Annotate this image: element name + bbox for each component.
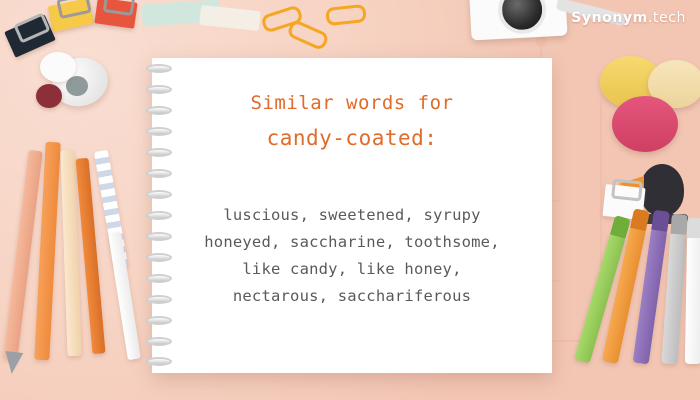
synonym-list — [178, 202, 526, 310]
marker-white-cap — [687, 218, 700, 238]
notebook-page — [152, 58, 552, 373]
stone-white — [40, 52, 76, 82]
marker-grey-cap — [670, 214, 687, 235]
spiral-binding — [146, 58, 172, 373]
binder-clip-white-handle — [611, 178, 643, 201]
page-title-line2: candy-coated: — [266, 126, 438, 150]
page-title-line1: Similar words for — [250, 92, 454, 114]
site-logo-primary: Synonym — [571, 10, 648, 26]
marker-purple-cap — [651, 210, 670, 232]
binder-clip-maroon — [36, 84, 62, 108]
synonym-line: like candy, like honey, — [242, 260, 462, 278]
pencil-tip-grey — [3, 351, 24, 375]
synonym-line: nectarous, sacchariferous — [232, 287, 472, 305]
camera — [468, 0, 567, 40]
macaron-pink — [612, 96, 678, 152]
synonym-line: luscious, sweetened, syrupy — [223, 206, 481, 224]
toucan-figurine — [640, 164, 684, 216]
site-logo[interactable] — [571, 10, 686, 26]
stone-clip-dot — [66, 76, 88, 96]
site-logo-secondary: .tech — [647, 10, 686, 26]
marker-white — [685, 236, 700, 364]
synonym-line: honeyed, saccharine, toothsome, — [204, 233, 500, 251]
camera-lens — [497, 0, 547, 35]
notebook-content — [152, 58, 552, 373]
